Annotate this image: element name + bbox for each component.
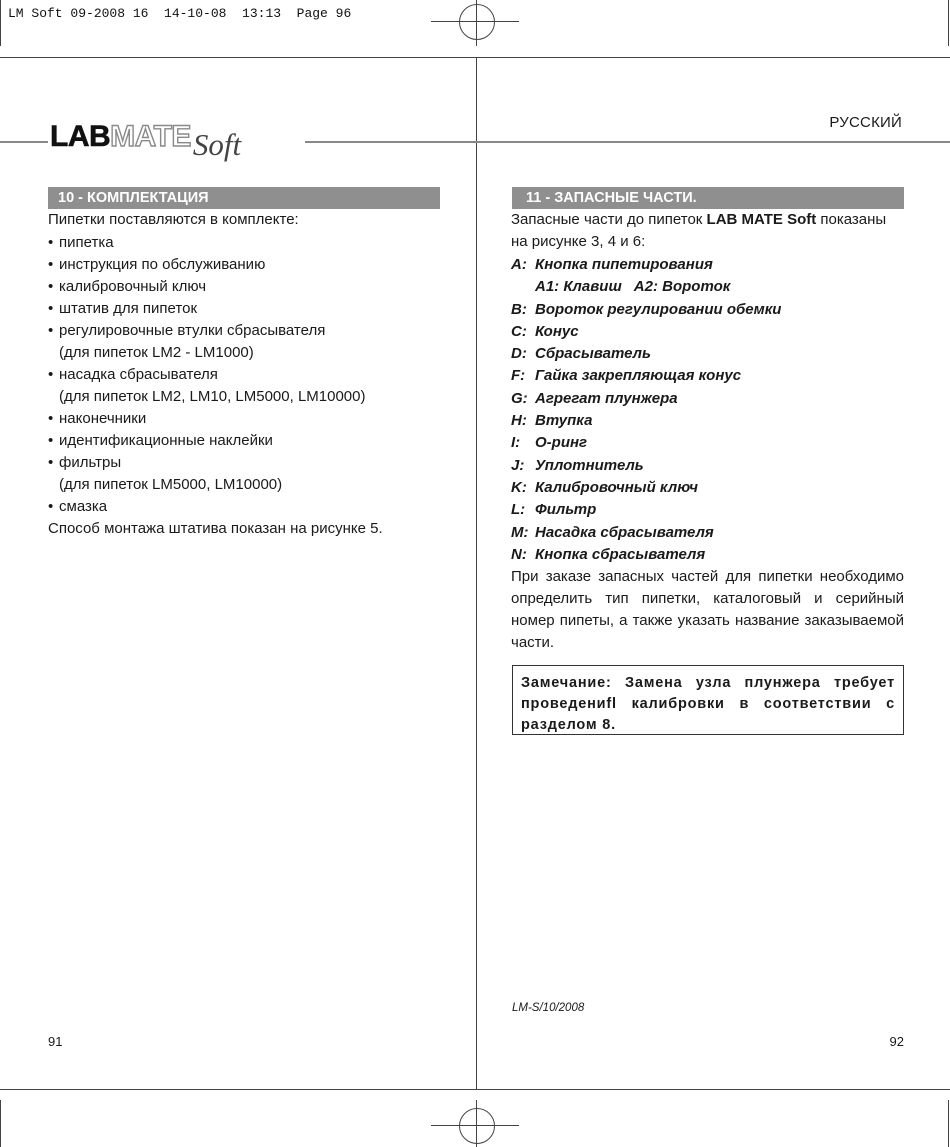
spare-part-subitems — [511, 276, 904, 298]
logo-lab-text: LAB — [50, 120, 111, 153]
kit-contents — [48, 209, 443, 540]
spare-part-letter: I: — [511, 434, 521, 452]
intro-text-2: показаны на рисунке 3, 4 и 6: — [511, 211, 887, 250]
logo-rule-left — [0, 141, 48, 143]
spare-part-letter: H: — [511, 412, 527, 430]
subpart-a2: A2: Вороток — [633, 278, 731, 296]
spare-part-name: Кнопка сбрасывателя — [535, 545, 706, 563]
registration-circle-top — [459, 4, 495, 40]
spare-parts-list — [511, 254, 904, 566]
kit-item-text: наконечники — [59, 410, 147, 427]
bullet-dot: • — [48, 454, 54, 471]
spare-part-name: О-ринг — [535, 434, 588, 452]
kit-item-note: (для пипеток LM5000, LM10000) — [59, 476, 283, 493]
spare-part-name: Кнопка пипетирования — [535, 256, 713, 273]
spare-part-item — [511, 455, 904, 477]
registration-circle-bottom — [459, 1108, 495, 1144]
kit-item — [48, 364, 443, 408]
logo-mate-text: MATE — [110, 120, 191, 153]
section-title-spare-parts: 11 - ЗАПАСНЫЕ ЧАСТИ. — [512, 187, 904, 209]
kit-item-text: идентификационные наклейки — [59, 432, 273, 449]
crop-mark-right-bottom — [948, 1100, 949, 1147]
bullet-dot: • — [48, 322, 54, 339]
spare-part-name: Фильтр — [535, 501, 597, 519]
footer-doc-code: LM-S/10/2008 — [512, 1002, 585, 1014]
kit-item-text: фильтры — [59, 454, 122, 471]
kit-item-text: штатив для пипеток — [59, 300, 198, 317]
spare-parts-content — [511, 209, 904, 654]
bullet-dot: • — [48, 410, 54, 427]
kit-item — [48, 298, 443, 320]
page-fold-divider — [476, 57, 477, 1090]
kit-item-text: инструкция по обслуживанию — [59, 256, 266, 273]
spare-part-item — [511, 410, 904, 432]
spare-part-letter: G: — [511, 389, 528, 407]
order-note: При заказе запасных частей для пипетки необходимо определить тип пипетки, каталоговый и серийный номер пипеты, а также указать название заказываемой части. — [511, 568, 904, 652]
bullet-dot: • — [48, 366, 54, 383]
kit-item — [48, 276, 443, 298]
kit-bullet-list — [48, 232, 443, 518]
page-top-rule — [0, 57, 950, 58]
crop-mark-left-bottom — [0, 1100, 1, 1147]
spare-part-letter: L: — [511, 501, 526, 519]
bullet-dot: • — [48, 278, 54, 295]
intro-brand: LAB MATE Soft — [706, 211, 817, 228]
spare-parts-intro — [511, 209, 904, 253]
crop-mark-left-top — [0, 0, 1, 46]
kit-item-note: (для пипеток LM2 - LM1000) — [59, 344, 254, 361]
spare-part-item — [511, 499, 904, 521]
spare-part-item — [511, 477, 904, 499]
spare-part-item — [511, 522, 904, 544]
spare-part-item — [511, 343, 904, 365]
spare-part-name: Агрегат плунжера — [535, 389, 678, 407]
kit-item — [48, 254, 443, 276]
spare-part-name: Уплотнитель — [535, 456, 644, 474]
logo-soft-text: Soft — [192, 127, 242, 162]
spare-part-letter: D: — [511, 345, 527, 363]
kit-intro: Пипетки поставляются в комплекте: — [48, 211, 299, 228]
remark-box: Замечание: Замена узла плунжера требует проведениfl калибровки в соответствии с разделом 8. — [512, 665, 904, 735]
page-bottom-rule — [0, 1089, 950, 1090]
spare-part-item — [511, 432, 904, 454]
bullet-dot: • — [48, 256, 54, 273]
spare-part-letter: A: — [511, 256, 527, 273]
kit-item — [48, 408, 443, 430]
spare-part-item — [511, 299, 904, 321]
spare-part-letter: F: — [511, 367, 526, 385]
kit-item-text: насадка сбрасывателя — [59, 366, 218, 383]
spare-part-letter: C: — [511, 322, 527, 340]
section-title-kit: 10 - КОМПЛЕКТАЦИЯ — [48, 187, 440, 209]
page-number-right: 92 — [889, 1034, 904, 1049]
spare-part-item — [511, 365, 904, 387]
print-header: LM Soft 09-2008 16 14-10-08 13:13 Page 96 — [8, 6, 352, 21]
spare-part-letter: K: — [511, 478, 527, 496]
kit-item — [48, 496, 443, 518]
spare-part-name: Конус — [535, 322, 579, 340]
spare-part-item — [511, 544, 904, 566]
spare-part-name: Калибровочный ключ — [535, 478, 698, 496]
kit-item-note: (для пипеток LM2, LM10, LM5000, LM10000) — [59, 388, 366, 405]
kit-item — [48, 320, 443, 364]
kit-item — [48, 452, 443, 496]
bullet-dot: • — [48, 432, 54, 449]
spare-part-letter: N: — [511, 545, 527, 563]
crop-mark-right-top — [948, 0, 949, 46]
spare-part-item — [511, 388, 904, 410]
spare-part-name: Насадка сбрасывателя — [535, 523, 714, 541]
spare-part-item — [511, 321, 904, 343]
spare-part-letter: J: — [511, 456, 525, 474]
kit-item-text: смазка — [59, 498, 108, 515]
spare-part-letter: B: — [511, 300, 527, 318]
spare-part-name: Вороток регулировании обемки — [535, 300, 782, 318]
kit-item-text: калибровочный ключ — [59, 278, 207, 295]
spare-part-letter: M: — [511, 523, 529, 541]
spare-part-name: Сбрасыватель — [535, 345, 651, 363]
logo-rule-right — [476, 141, 950, 143]
subpart-a1: A1: Клавиш — [535, 278, 622, 296]
page-number-left: 91 — [48, 1034, 63, 1049]
language-label: РУССКИЙ — [829, 114, 902, 131]
kit-item — [48, 232, 443, 254]
kit-outro: Способ монтажа штатива показан на рисунке 5. — [48, 520, 383, 537]
intro-text-1: Запасные части до пипеток — [511, 211, 707, 228]
kit-item-text: регулировочные втулки сбрасывателя — [59, 322, 326, 339]
spare-part-name: Втупка — [535, 412, 593, 430]
spare-part-item — [511, 254, 904, 276]
logo-rule-mid — [305, 141, 476, 143]
spare-part-name: Гайка закрепляющая конус — [535, 367, 742, 385]
labmate-soft-logo — [50, 112, 242, 162]
kit-item-text: пипетка — [59, 234, 114, 251]
bullet-dot: • — [48, 300, 54, 317]
kit-item — [48, 430, 443, 452]
bullet-dot: • — [48, 234, 54, 251]
bullet-dot: • — [48, 498, 54, 515]
